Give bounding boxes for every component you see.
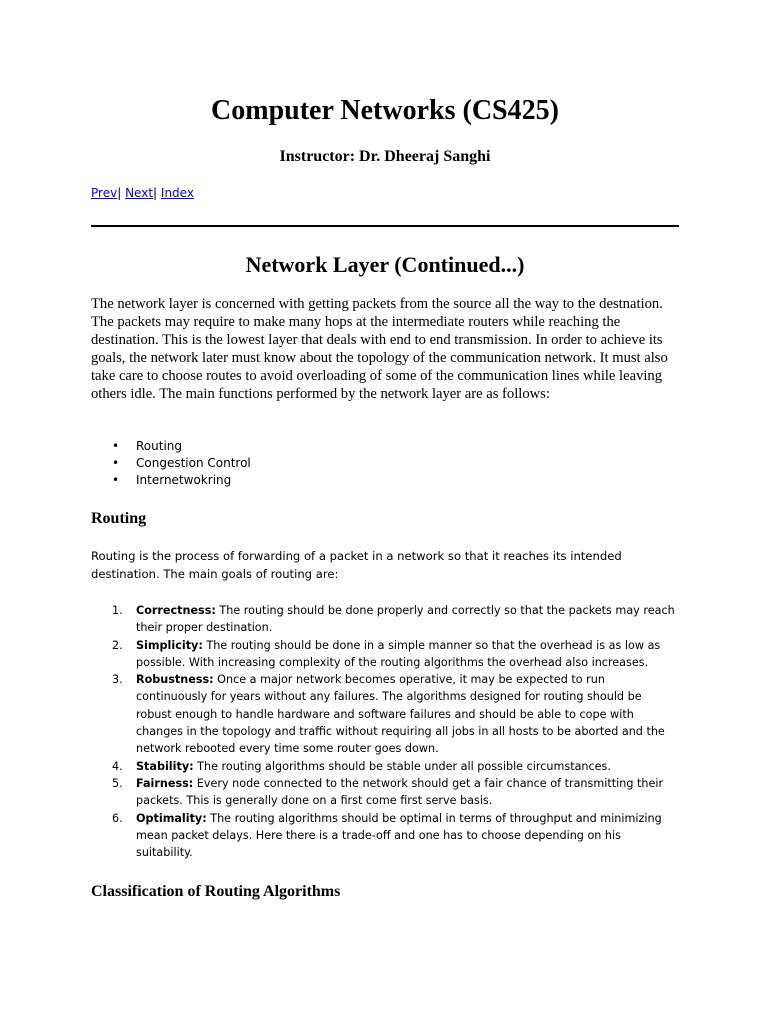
goal-term: Stability: — [136, 759, 194, 773]
nav-links — [91, 184, 194, 202]
routing-heading: Routing — [91, 510, 147, 527]
list-number: 3. — [112, 673, 123, 687]
prev-link[interactable]: Prev — [91, 186, 118, 200]
goal-term: Fairness: — [136, 776, 194, 790]
goal-text: The routing algorithms should be stable under all possible circumstances. — [193, 759, 611, 773]
list-item: • Internetwokring — [91, 472, 251, 489]
goal-term: Simplicity: — [136, 638, 203, 652]
goal-text: Every node connected to the network should get a fair chance of transmitting their packets. This is generally done on a first come first serve basis. — [136, 776, 664, 808]
instructor-line: Instructor: Dr. Dheeraj Sanghi — [279, 148, 491, 165]
classification-heading: Classification of Routing Algorithms — [91, 883, 341, 900]
list-item — [91, 671, 679, 757]
goal-text: Once a major network becomes operative, it may be expected to run continuously for years without any failures. The algorithms designed for routing should be robust enough to handle hardware and software failures and should be able to cope with changes in the topology and traffic without requiring all jobs in all hosts to be aborted and the network rebooted every time some router goes down. — [136, 673, 665, 756]
list-item — [91, 810, 679, 862]
list-item — [91, 637, 679, 672]
section-title: Network Layer (Continued...) — [245, 252, 525, 277]
routing-paragraph: Routing is the process of forwarding of a packet in a network so that it reaches its intended destination. The main goals of routing are: — [91, 549, 622, 581]
list-number: 4. — [112, 759, 123, 773]
index-link[interactable]: Index — [160, 186, 194, 200]
nav-separator: | — [153, 186, 158, 200]
list-item: • Routing — [91, 438, 251, 455]
goal-text: The routing should be done in a simple manner so that the overhead is as low as possible. With increasing complexity of the routing algorithms the overhead also increases. — [136, 638, 661, 669]
goal-term: Correctness: — [136, 604, 216, 617]
goal-text: The routing algorithms should be optimal in terms of throughput and minimizing mean packet delays. Here there is a trade-off and one has to choose depending on his suitability. — [136, 811, 662, 860]
list-item: • Congestion Control — [91, 455, 251, 472]
goal-term: Robustness: — [136, 673, 214, 687]
next-link[interactable]: Next — [125, 186, 154, 200]
intro-paragraph: The network layer is concerned with getting packets from the source all the way to the destnation. The packets may require to make many hops at the intermediate routers while reaching the destination. This is the lowest layer that deals with end to end transmission. In order to achieve its goals, the network later must know about the topology of the communication network. It must also take care to choose routes to avoid overloading of some of the communication lines while leaving others idle. The main functions performed by the network layer are as follows: — [91, 296, 668, 402]
list-item — [91, 775, 679, 810]
list-number: 2. — [112, 638, 123, 652]
routing-goals-list — [91, 602, 679, 861]
list-number: 5. — [112, 776, 123, 790]
goal-term: Optimality: — [136, 811, 207, 825]
list-number: 6. — [112, 811, 123, 825]
list-item — [91, 758, 679, 775]
page-title: Computer Networks (CS425) — [211, 95, 559, 126]
horizontal-rule — [91, 225, 679, 227]
network-functions-list — [91, 438, 251, 489]
list-item — [91, 602, 679, 637]
goal-text: The routing should be done properly and correctly so that the packets may reach their proper destination. — [136, 604, 675, 635]
list-number: 1. — [112, 604, 123, 617]
nav-separator: | — [117, 186, 122, 200]
